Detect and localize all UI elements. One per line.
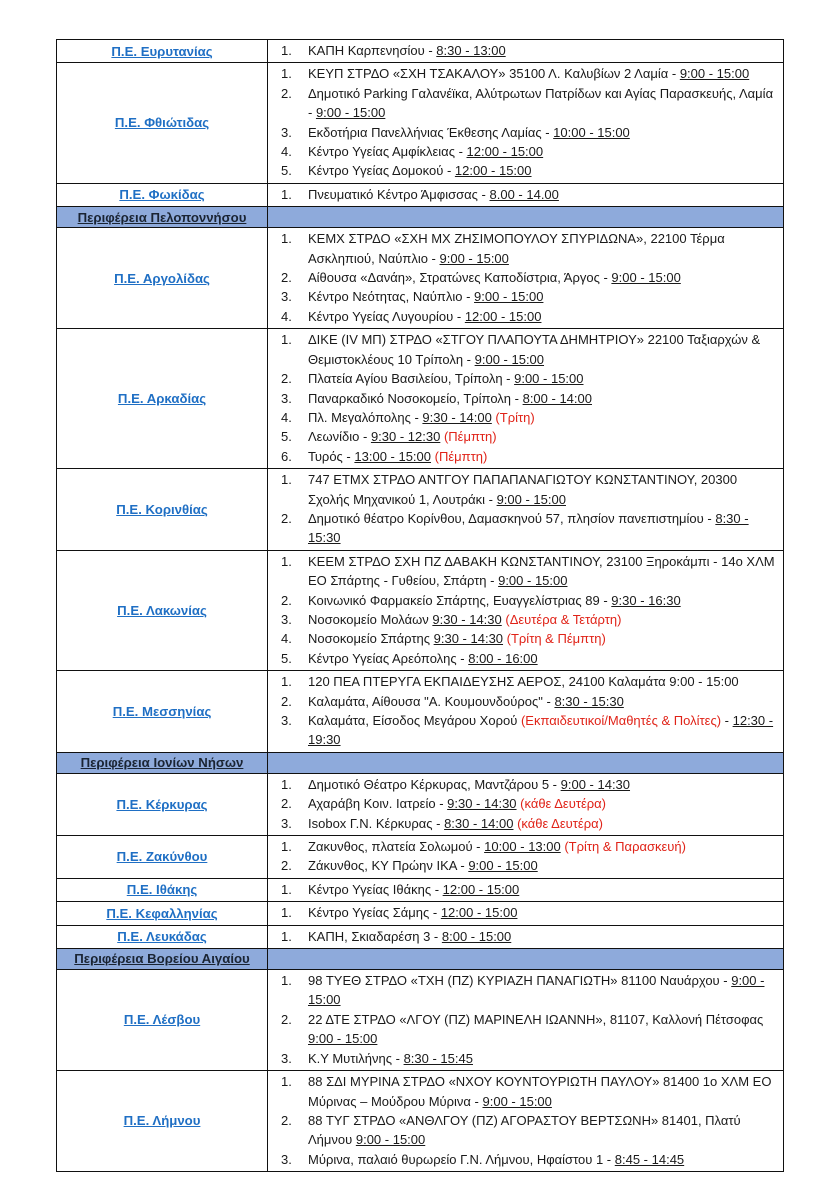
location-entry — [308, 856, 777, 875]
unit-row — [57, 62, 783, 182]
locations-cell — [268, 228, 783, 328]
location-entry — [308, 794, 777, 813]
time-range: 9:00 - 15:00 — [474, 289, 544, 305]
unit-row — [57, 328, 783, 468]
locations-cell — [268, 836, 783, 878]
unit-row — [57, 1070, 783, 1171]
locations-cell — [268, 329, 783, 468]
time-range: 9:00 - 15:00 — [514, 371, 584, 387]
item-number: 1. — [281, 905, 292, 921]
time-range: 9:00 - 15:00 — [482, 1093, 552, 1109]
item-number: 4. — [281, 409, 292, 425]
item-number: 1. — [281, 776, 292, 792]
location-text: Κ.Υ Μυτιλήνης - — [308, 1050, 404, 1066]
item-number: 3. — [281, 1151, 292, 1167]
item-number: 4. — [281, 631, 292, 647]
location-entry — [308, 229, 777, 268]
location-entry — [308, 672, 777, 691]
region-header-cell — [57, 753, 268, 773]
unit-row — [57, 227, 783, 328]
unit-name-link[interactable]: Π.Ε. Λέσβου — [123, 1012, 201, 1028]
schedule-note: (κάθε Δευτέρα) — [513, 815, 603, 831]
unit-row — [57, 835, 783, 878]
location-item — [281, 330, 777, 369]
time-range: 8.00 - 14.00 — [489, 186, 559, 202]
locations-cell — [268, 207, 783, 227]
unit-name-link[interactable]: Π.Ε. Αρκαδίας — [117, 391, 207, 406]
unit-row — [57, 183, 783, 206]
location-text: Κέντρο Υγείας Σάμης - — [308, 905, 441, 921]
item-number: 5. — [281, 429, 292, 445]
unit-name-link[interactable]: Π.Ε. Ιθάκης — [126, 882, 198, 898]
time-range: 9:00 - 15:00 — [474, 351, 545, 367]
location-item — [281, 64, 777, 83]
location-text: 22 ΔΤΕ ΣΤΡΔΟ «ΛΓΟΥ (ΠΖ) ΜΑΡΙΝΕΛΗ ΙΩΑΝΝΗ», 81107, Καλλονή Πέτσοφας — [308, 1011, 764, 1027]
location-entry — [308, 775, 777, 794]
location-text: Κέντρο Υγείας Αρεόπολης - — [308, 650, 469, 666]
location-entry — [308, 408, 777, 427]
location-entry — [308, 369, 777, 388]
location-item — [281, 775, 777, 794]
locations-cell — [268, 902, 783, 924]
location-entry — [308, 1150, 777, 1169]
location-entry — [308, 389, 777, 408]
schedule-note: (κάθε Δευτέρα) — [516, 796, 607, 812]
item-number: 1. — [281, 43, 292, 58]
item-number: 1. — [281, 332, 292, 348]
location-entry — [308, 287, 777, 306]
location-entry — [308, 629, 777, 648]
time-range: 9:00 - 15:00 — [308, 973, 765, 1008]
location-item — [281, 142, 777, 161]
location-item — [281, 814, 777, 833]
location-text: Αίθουσα «Δανάη», Στρατώνες Καποδίστρια, Άργος - — [308, 270, 612, 286]
item-number: 2. — [281, 592, 292, 608]
unit-name-link[interactable]: Π.Ε. Κεφαλληνίας — [106, 905, 218, 921]
location-item — [281, 971, 777, 1010]
schedule-note: (Τρίτη & Πέμπτη) — [503, 631, 606, 647]
locations-cell — [268, 970, 783, 1070]
unit-row — [57, 878, 783, 901]
location-item — [281, 591, 777, 610]
location-item — [281, 880, 777, 899]
location-item — [281, 408, 777, 427]
schedule-note: (Πέμπτη) — [440, 429, 497, 445]
unit-name-link[interactable]: Π.Ε. Ζακύνθου — [116, 849, 208, 865]
location-item — [281, 1111, 777, 1150]
location-entry — [308, 427, 777, 446]
location-text: ΚΑΠΗ Καρπενησίου - — [308, 43, 437, 58]
region-header-link[interactable]: Περιφέρεια Ιονίων Νήσων — [80, 755, 244, 771]
unit-name-cell — [57, 329, 268, 468]
location-text: Δημοτικό θέατρο Κορίνθου, Δαμασκηνού 57, πλησίον πανεπιστημίου - — [308, 510, 716, 526]
location-item — [281, 84, 777, 123]
time-range: 9:00 - 15:00 — [308, 1031, 378, 1047]
unit-name-cell — [57, 671, 268, 752]
unit-name-cell — [57, 879, 268, 901]
location-text: ΔΙΚΕ (IV ΜΠ) ΣΤΡΔΟ «ΣΤΓΟΥ ΠΛΑΠΟΥΤΑ ΔΗΜΗΤΡΙΟΥ» 22100 Ταξιαρχών & Θεμιστοκλέους 10 Τρίπολη - — [308, 332, 761, 367]
unit-name-cell — [57, 902, 268, 924]
locations-cell — [268, 184, 783, 206]
location-item — [281, 268, 777, 287]
location-entry — [308, 447, 777, 466]
unit-name-cell — [57, 774, 268, 835]
time-range: 12:00 - 15:00 — [442, 881, 520, 897]
location-item — [281, 307, 777, 326]
time-range: 12:00 - 15:00 — [464, 308, 542, 324]
item-number: 5. — [281, 650, 292, 666]
time-range: 9:00 - 15:00 — [439, 250, 509, 266]
location-text: Κέντρο Υγείας Λυγουρίου - — [308, 308, 465, 324]
time-range: 8:00 - 15:00 — [441, 928, 512, 944]
unit-name-cell — [57, 970, 268, 1070]
schedule-note: (Τρίτη & Παρασκευή) — [560, 839, 686, 855]
region-header-row — [57, 206, 783, 227]
unit-name-link[interactable]: Π.Ε. Κέρκυρας — [116, 796, 208, 812]
location-text: Καλαμάτα, Είσοδος Μεγάρου Χορού — [308, 713, 521, 728]
location-item — [281, 1010, 777, 1049]
location-item — [281, 1049, 777, 1068]
location-entry — [308, 161, 777, 180]
location-entry — [308, 971, 777, 1010]
location-text: 88 ΤΥΓ ΣΤΡΔΟ «ΑΝΘΛΓΟΥ (ΠΖ) ΑΓΟΡΑΣΤΟΥ ΒΕΡΤΣΩΝΗ» 81401, Πλατύ Λήμνου — [308, 1112, 741, 1148]
location-item — [281, 837, 777, 856]
item-number: 3. — [281, 1050, 292, 1066]
location-text: ΚΕΜΧ ΣΤΡΔΟ «ΣΧΗ ΜΧ ΖΗΣΙΜΟΠΟΥΛΟΥ ΣΠΥΡΙΔΩΝΑ», 22100 Τέρμα Ασκληπιού, Ναύπλιο - — [308, 231, 725, 266]
location-text: Εκδοτήρια Πανελλήνιας Έκθεσης Λαμίας - — [308, 124, 554, 140]
item-number: 2. — [281, 85, 292, 101]
location-item — [281, 369, 777, 388]
location-entry — [308, 41, 777, 60]
time-range: 9:30 - 14:30 — [432, 611, 502, 627]
unit-row — [57, 468, 783, 550]
location-item — [281, 692, 777, 711]
item-number: 1. — [281, 553, 292, 569]
location-item — [281, 1150, 777, 1169]
location-item — [281, 161, 777, 180]
item-number: 2. — [281, 796, 292, 812]
locations-cell — [268, 1071, 783, 1171]
location-item — [281, 672, 777, 691]
location-entry — [308, 84, 777, 123]
location-item — [281, 1072, 777, 1111]
unit-name-cell — [57, 1071, 268, 1171]
time-range: 9:00 - 15:00 — [496, 491, 566, 507]
item-number: 6. — [281, 448, 292, 464]
location-text: Κοινωνικό Φαρμακείο Σπάρτης, Ευαγγελίστριας 89 - — [308, 592, 612, 608]
time-range: 8:30 - 15:45 — [403, 1050, 473, 1066]
unit-name-link[interactable]: Π.Ε. Λακωνίας — [117, 602, 207, 618]
unit-name-cell — [57, 228, 268, 328]
item-number: 1. — [281, 1074, 292, 1090]
item-number: 5. — [281, 163, 292, 179]
location-text: Isobox Γ.Ν. Κέρκυρας - — [308, 815, 445, 831]
location-item — [281, 610, 777, 629]
unit-name-cell — [57, 63, 268, 182]
unit-row — [57, 969, 783, 1070]
location-text: Πνευματικό Κέντρο Άμφισσας - — [308, 186, 490, 202]
locations-cell — [268, 40, 783, 62]
unit-name-link[interactable]: Π.Ε. Αργολίδας — [114, 270, 210, 286]
unit-name-link[interactable]: Π.Ε. Λήμνου — [123, 1113, 201, 1129]
locations-cell — [268, 926, 783, 948]
item-number: 3. — [281, 124, 292, 140]
unit-row — [57, 40, 783, 62]
time-range: 9:00 - 15:00 — [498, 573, 568, 589]
item-number: 1. — [281, 928, 292, 944]
region-header-row — [57, 948, 783, 969]
item-number: 1. — [281, 839, 292, 855]
location-entry — [308, 470, 777, 509]
item-number: 4. — [281, 144, 292, 160]
location-item — [281, 856, 777, 875]
locations-cell — [268, 551, 783, 670]
unit-row — [57, 925, 783, 948]
locations-cell — [268, 63, 783, 182]
location-text: Νοσοκομείο Μολάων — [308, 611, 433, 627]
location-entry — [308, 711, 777, 750]
location-entry — [308, 185, 777, 204]
unit-row — [57, 550, 783, 670]
locations-cell — [268, 774, 783, 835]
unit-row — [57, 670, 783, 752]
location-item — [281, 229, 777, 268]
item-number: 1. — [281, 674, 292, 690]
location-text: - — [721, 713, 733, 728]
location-text: ΚΑΠΗ, Σκιαδαρέση 3 - — [308, 928, 442, 944]
location-entry — [308, 1111, 777, 1150]
time-range: 8:30 - 14:00 — [444, 815, 514, 831]
location-item — [281, 427, 777, 446]
unit-name-cell — [57, 40, 268, 62]
schedule-note: (Τρίτη) — [491, 409, 535, 425]
unit-name-link[interactable]: Π.Ε. Λευκάδας — [117, 929, 207, 945]
time-range: 9:00 - 14:30 — [560, 776, 631, 792]
region-header-row — [57, 752, 783, 773]
item-number: 1. — [281, 186, 292, 202]
time-range: 12:00 - 15:00 — [466, 144, 544, 160]
locations-cell — [268, 879, 783, 901]
location-text: 120 ΠΕΑ ΠΤΕΡΥΓΑ ΕΚΠΑΙΔΕΥΣΗΣ ΑΕΡΟΣ, 24100 Καλαμάτα 9:00 - 15:00 — [308, 674, 739, 690]
location-entry — [308, 692, 777, 711]
location-item — [281, 447, 777, 466]
time-range: 8:30 - 13:00 — [436, 43, 506, 58]
time-range: 13:00 - 15:00 — [354, 448, 432, 464]
time-range: 9:30 - 16:30 — [611, 592, 681, 608]
location-item — [281, 903, 777, 922]
unit-name-link[interactable]: Π.Ε. Ευρυτανίας — [111, 43, 213, 59]
time-range: 12:30 - 19:30 — [308, 713, 774, 748]
location-entry — [308, 837, 777, 856]
location-text: Λεωνίδιο - — [308, 429, 371, 445]
location-entry — [308, 591, 777, 610]
item-number: 3. — [281, 713, 292, 728]
location-item — [281, 927, 777, 946]
location-text: Κέντρο Υγείας Ιθάκης - — [308, 881, 443, 897]
location-item — [281, 649, 777, 668]
location-text: Πλ. Μεγαλόπολης - — [308, 409, 423, 425]
schedule-note: (Πέμπτη) — [431, 448, 488, 464]
unit-name-cell — [57, 551, 268, 670]
time-range: 8:00 - 14:00 — [522, 390, 592, 406]
location-entry — [308, 649, 777, 668]
location-item — [281, 711, 777, 750]
location-text: Δημοτικό Θέατρο Κέρκυρας, Μαντζάρου 5 - — [308, 776, 561, 792]
item-number: 2. — [281, 1011, 292, 1027]
time-range: 8:45 - 14:45 — [614, 1151, 685, 1167]
location-entry — [308, 1010, 777, 1049]
location-text: Πλατεία Αγίου Βασιλείου, Τρίπολη - — [308, 371, 515, 387]
location-text: Κέντρο Υγείας Δομοκού - — [308, 163, 455, 179]
unit-name-link[interactable]: Π.Ε. Φθιώτιδας — [114, 115, 210, 131]
time-range: 9:30 - 12:30 — [370, 429, 441, 445]
time-range: 9:30 - 14:30 — [433, 631, 504, 647]
location-item — [281, 552, 777, 591]
location-entry — [308, 307, 777, 326]
item-number: 3. — [281, 289, 292, 305]
unit-name-cell — [57, 926, 268, 948]
unit-row — [57, 773, 783, 835]
time-range: 8:30 - 15:30 — [308, 510, 749, 546]
location-item — [281, 41, 777, 60]
location-entry — [308, 64, 777, 83]
item-number: 2. — [281, 371, 292, 387]
location-entry — [308, 1049, 777, 1068]
location-text: Καλαμάτα, Αίθουσα "Α. Κουμουνδούρος" - — [308, 693, 555, 709]
locations-cell — [268, 671, 783, 752]
time-range: 12:00 - 15:00 — [454, 163, 532, 179]
item-number: 1. — [281, 66, 292, 82]
location-entry — [308, 509, 777, 548]
item-number: 2. — [281, 693, 292, 709]
location-item — [281, 470, 777, 509]
unit-name-link[interactable]: Π.Ε. Κορινθίας — [116, 501, 208, 517]
item-number: 3. — [281, 815, 292, 831]
unit-name-cell — [57, 836, 268, 878]
time-range: 9:30 - 14:00 — [422, 409, 492, 425]
location-entry — [308, 123, 777, 142]
schedule-table — [56, 39, 784, 1172]
item-number: 3. — [281, 611, 292, 627]
location-text: Κέντρο Νεότητας, Ναύπλιο - — [308, 289, 475, 305]
location-item — [281, 509, 777, 548]
item-number: 2. — [281, 510, 292, 526]
location-text: ΚΕΕΜ ΣΤΡΔΟ ΣΧΗ ΠΖ ΔΑΒΑΚΗ ΚΩΝΣΤΑΝΤΙΝΟΥ, 23100 Ξηροκάμπι - 14ο ΧΛΜ ΕΟ Σπάρτης - Γυθείου, Σπάρτη - — [308, 553, 775, 589]
location-entry — [308, 268, 777, 287]
location-text: Ζάκυνθος, ΚΥ Πρώην ΙΚΑ - — [308, 858, 469, 874]
location-item — [281, 794, 777, 813]
item-number: 2. — [281, 270, 292, 286]
unit-name-cell — [57, 184, 268, 206]
location-text: Δημοτικό Parking Γαλανέϊκα, Αλύτρωτων Πατρίδων και Αγίας Παρασκευής, Λαμία - — [308, 85, 774, 121]
location-item — [281, 287, 777, 306]
location-text: Παναρκαδικό Νοσοκομείο, Τρίπολη - — [308, 390, 523, 406]
location-text: 98 ΤΥΕΘ ΣΤΡΔΟ «ΤΧΗ (ΠΖ) ΚΥΡΙΑΖΗ ΠΑΝΑΓΙΩΤΗ» 81100 Ναυάρχου - — [308, 973, 732, 989]
location-text: 88 ΣΔΙ ΜΥΡΙΝΑ ΣΤΡΔΟ «ΝΧΟΥ ΚΟΥΝΤΟΥΡΙΩΤΗ ΠΑΥΛΟΥ» 81400 1ο ΧΛΜ ΕΟ Μύρινας – Μούδρου Μύρινα - — [308, 1074, 772, 1109]
time-range: 9:00 - 15:00 — [355, 1132, 426, 1148]
location-text: Μύρινα, παλαιό θυρωρείο Γ.Ν. Λήμνου, Ηφαίστου 1 - — [308, 1151, 615, 1167]
locations-cell — [268, 949, 783, 969]
location-entry — [308, 903, 777, 922]
location-entry — [308, 552, 777, 591]
location-entry — [308, 330, 777, 369]
region-header-link[interactable]: Περιφέρεια Βορείου Αιγαίου — [74, 951, 250, 967]
location-text: Νοσοκομείο Σπάρτης — [308, 631, 434, 647]
location-text: Τυρός - — [308, 448, 355, 464]
location-entry — [308, 610, 777, 629]
location-text: 747 ΕΤΜΧ ΣΤΡΔΟ ΑΝΤΓΟΥ ΠΑΠΑΠΑΝΑΓΙΩΤΟΥ ΚΩΝΣΤΑΝΤΙΝΟΥ, 20300 Σχολής Μηχανικού 1, Λουτράκι - — [308, 472, 738, 507]
locations-cell — [268, 753, 783, 773]
unit-name-link[interactable]: Π.Ε. Μεσσηνίας — [112, 703, 212, 719]
item-number: 1. — [281, 973, 292, 989]
location-text: Ζακυνθος, πλατεία Σολωμού - — [308, 839, 485, 855]
item-number: 1. — [281, 881, 292, 897]
location-entry — [308, 142, 777, 161]
schedule-note: (Δευτέρα & Τετάρτη) — [501, 611, 622, 627]
location-entry — [308, 927, 777, 946]
locations-cell — [268, 469, 783, 550]
location-entry — [308, 1072, 777, 1111]
time-range: 10:00 - 15:00 — [553, 124, 630, 140]
time-range: 9:00 - 15:00 — [468, 858, 538, 874]
location-text: Κέντρο Υγείας Αμφίκλειας - — [308, 144, 467, 160]
item-number: 2. — [281, 858, 292, 874]
location-entry — [308, 880, 777, 899]
location-item — [281, 123, 777, 142]
time-range: 8:00 - 16:00 — [468, 650, 538, 666]
item-number: 3. — [281, 390, 292, 406]
region-header-cell — [57, 207, 268, 227]
location-entry — [308, 814, 777, 833]
region-header-link[interactable]: Περιφέρεια Πελοποννήσου — [77, 209, 247, 225]
time-range: 9:00 - 15:00 — [315, 105, 386, 121]
unit-name-cell — [57, 469, 268, 550]
location-item — [281, 629, 777, 648]
unit-name-link[interactable]: Π.Ε. Φωκίδας — [119, 187, 205, 203]
time-range: 8:30 - 15:30 — [554, 693, 624, 709]
location-text: Αχαράβη Κοιν. Ιατρείο - — [308, 796, 448, 812]
time-range: 9:00 - 15:00 — [611, 270, 681, 286]
region-header-cell — [57, 949, 268, 969]
item-number: 4. — [281, 308, 292, 324]
time-range: 12:00 - 15:00 — [440, 905, 518, 921]
item-number: 1. — [281, 231, 292, 247]
unit-row — [57, 901, 783, 924]
time-range: 10:00 - 13:00 — [484, 839, 561, 855]
location-text: ΚΕΥΠ ΣΤΡΔΟ «ΣΧΗ ΤΣΑΚΑΛΟΥ» 35100 Λ. Καλυβίων 2 Λαμία - — [308, 66, 680, 82]
location-item — [281, 185, 777, 204]
time-range: 9:30 - 14:30 — [447, 796, 517, 812]
item-number: 2. — [281, 1112, 292, 1128]
item-number: 1. — [281, 472, 292, 488]
location-item — [281, 389, 777, 408]
schedule-note: (Εκπαιδευτικοί/Μαθητές & Πολίτες) — [520, 713, 722, 728]
time-range: 9:00 - 15:00 — [679, 66, 750, 82]
